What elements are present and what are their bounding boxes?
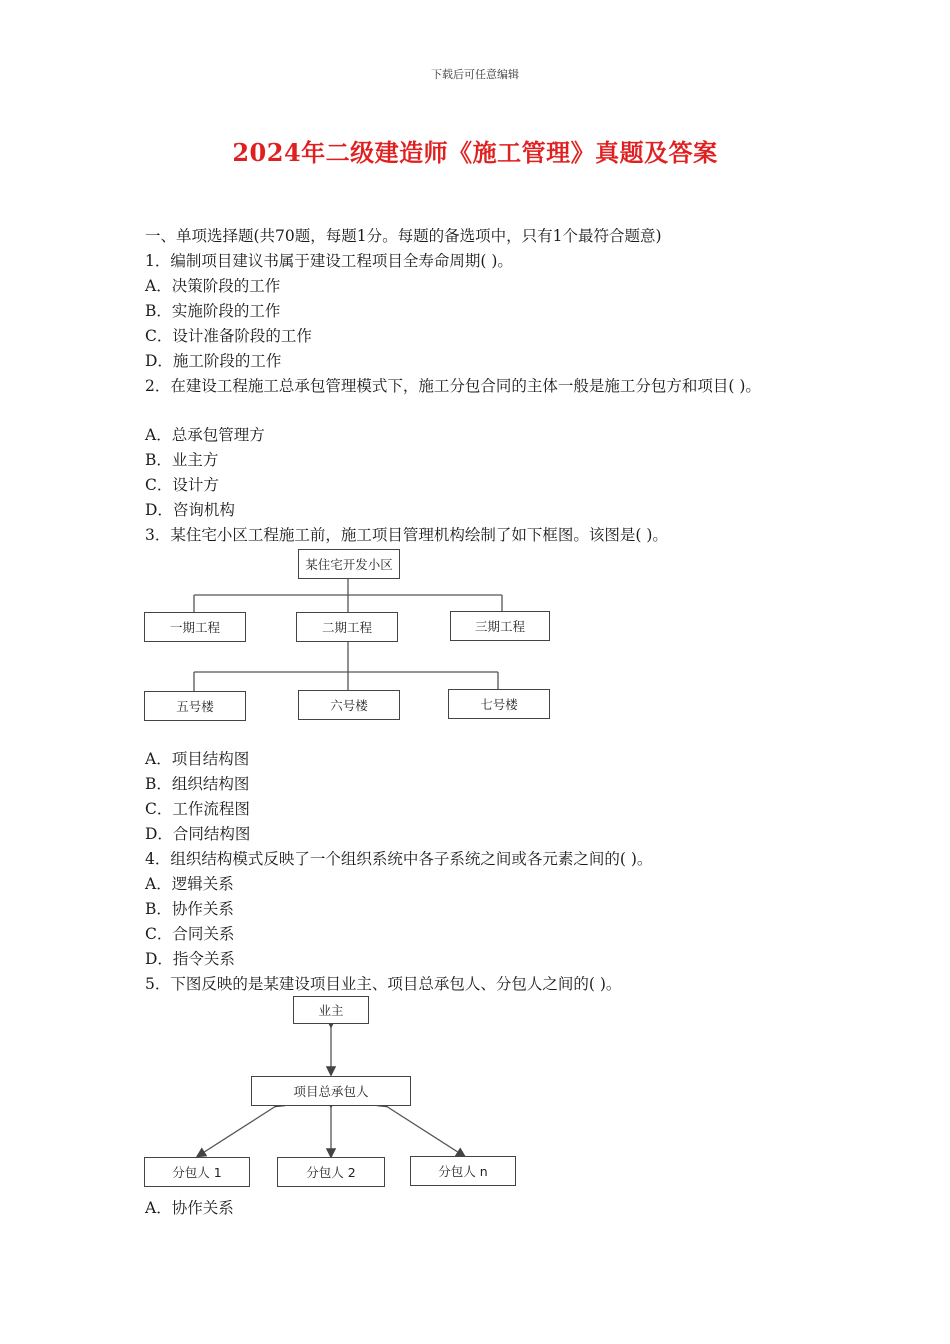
question-3-option-d: D．合同结构图 — [145, 825, 251, 843]
question-2-stem: 2．在建设工程施工总承包管理模式下，施工分包合同的主体一般是施工分包方和项目( )。 — [145, 377, 761, 395]
diagram-subcontractor-1-box: 分包人 1 — [144, 1157, 250, 1187]
question-1-option-b: B．实施阶段的工作 — [145, 302, 281, 320]
diagram-owner-box: 业主 — [293, 996, 369, 1024]
question-2-option-c: C．设计方 — [145, 476, 219, 494]
diagram-phase-3-box: 三期工程 — [450, 611, 550, 641]
question-4-stem: 4．组织结构模式反映了一个组织系统中各子系统之间或各元素之间的( )。 — [145, 850, 653, 868]
diagram-phase-2-box: 二期工程 — [296, 612, 398, 642]
diagram-subcontractor-2-box: 分包人 2 — [277, 1157, 385, 1187]
question-3-option-b: B．组织结构图 — [145, 775, 250, 793]
question-4-option-b: B．协作关系 — [145, 900, 234, 918]
diagram-building-7-box: 七号楼 — [448, 689, 550, 719]
question-4-option-d: D．指令关系 — [145, 950, 235, 968]
question-1-stem: 1．编制项目建议书属于建设工程项目全寿命周期( )。 — [145, 252, 513, 270]
diagram-building-6-box: 六号楼 — [298, 690, 400, 720]
project-structure-diagram — [142, 546, 554, 724]
question-5-option-a: A．协作关系 — [145, 1199, 234, 1217]
contract-relationship-diagram — [142, 994, 522, 1190]
diagram-root-box: 某住宅开发小区 — [298, 549, 400, 579]
diagram-building-5-box: 五号楼 — [144, 691, 246, 721]
question-3-stem: 3．某住宅小区工程施工前，施工项目管理机构绘制了如下框图。该图是( )。 — [145, 526, 668, 544]
question-4-option-c: C．合同关系 — [145, 925, 235, 943]
diagram-subcontractor-n-box: 分包人 n — [410, 1156, 516, 1186]
question-4-option-a: A．逻辑关系 — [145, 875, 234, 893]
document-title: 2024年二级建造师《施工管理》真题及答案 — [232, 138, 718, 167]
header-note: 下载后可任意编辑 — [431, 68, 519, 81]
question-2-option-a: A．总承包管理方 — [145, 426, 265, 444]
section-heading: 一、单项选择题(共70题，每题1分。每题的备选项中，只有1个最符合题意) — [145, 227, 662, 245]
question-1-option-a: A．决策阶段的工作 — [145, 277, 281, 295]
question-1-option-d: D．施工阶段的工作 — [145, 352, 282, 370]
question-3-option-c: C．工作流程图 — [145, 800, 250, 818]
diagram-phase-1-box: 一期工程 — [144, 612, 246, 642]
diagram-general-contractor-box: 项目总承包人 — [251, 1076, 411, 1106]
question-3-option-a: A．项目结构图 — [145, 750, 250, 768]
question-1-option-c: C．设计准备阶段的工作 — [145, 327, 312, 345]
question-2-option-d: D．咨询机构 — [145, 501, 235, 519]
question-5-stem: 5．下图反映的是某建设项目业主、项目总承包人、分包人之间的( )。 — [145, 975, 622, 993]
question-2-option-b: B．业主方 — [145, 451, 219, 469]
